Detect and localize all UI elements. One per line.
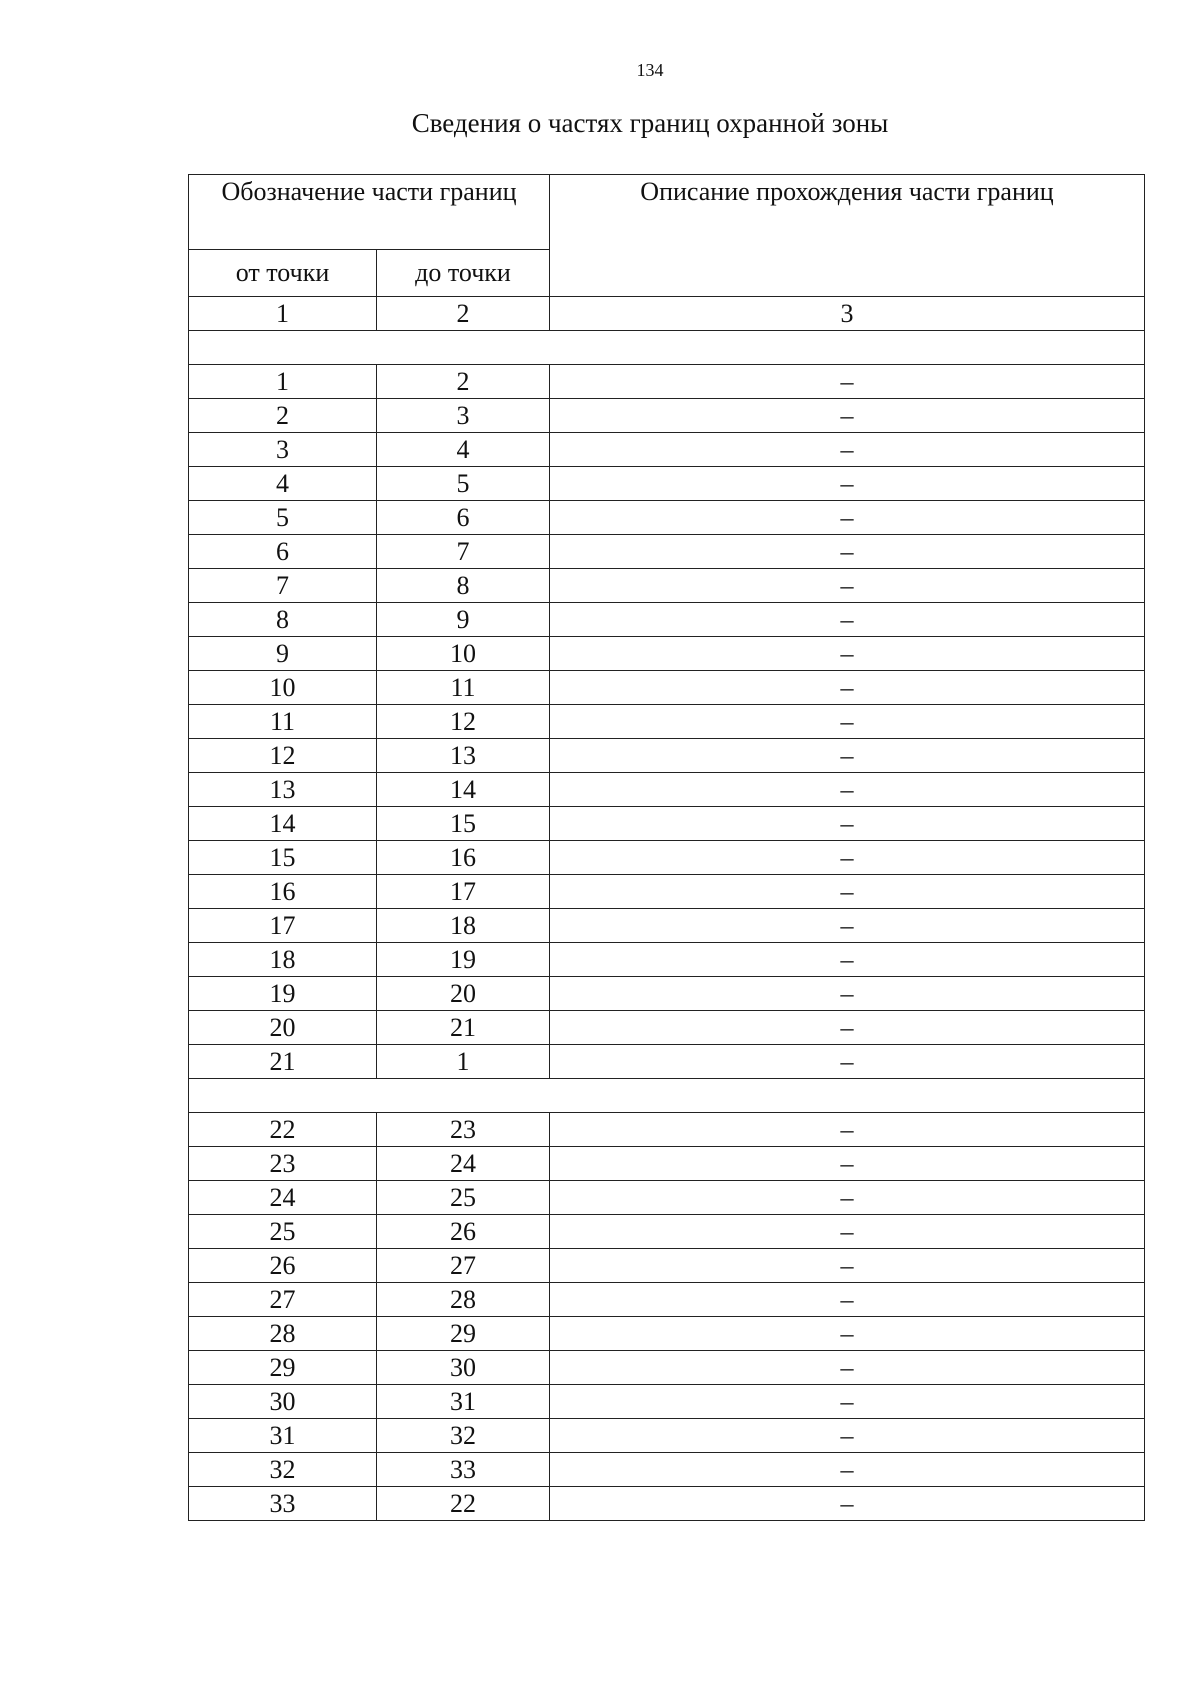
- column-number: 1: [189, 297, 377, 331]
- table-row: [189, 1453, 1145, 1487]
- description-cell: –: [550, 1045, 1145, 1079]
- description-cell: –: [550, 1011, 1145, 1045]
- to-point-cell: 28: [377, 1283, 550, 1317]
- from-point-cell: 30: [189, 1385, 377, 1419]
- from-point-cell: 5: [189, 501, 377, 535]
- from-point-cell: 4: [189, 467, 377, 501]
- from-point-cell: 9: [189, 637, 377, 671]
- from-point-cell: 18: [189, 943, 377, 977]
- from-point-cell: 29: [189, 1351, 377, 1385]
- to-point-cell: 26: [377, 1215, 550, 1249]
- from-point-cell: 21: [189, 1045, 377, 1079]
- description-cell: –: [550, 1317, 1145, 1351]
- to-point-cell: 1: [377, 1045, 550, 1079]
- from-point-cell: 13: [189, 773, 377, 807]
- table-row: [189, 807, 1145, 841]
- table-row: [189, 501, 1145, 535]
- to-point-cell: 20: [377, 977, 550, 1011]
- from-point-cell: 12: [189, 739, 377, 773]
- description-cell: –: [550, 535, 1145, 569]
- to-point-cell: 3: [377, 399, 550, 433]
- to-point-cell: 9: [377, 603, 550, 637]
- to-point-cell: 30: [377, 1351, 550, 1385]
- from-point-cell: 28: [189, 1317, 377, 1351]
- table-row: [189, 671, 1145, 705]
- table-row: [189, 943, 1145, 977]
- description-cell: –: [550, 1487, 1145, 1521]
- from-point-cell: 7: [189, 569, 377, 603]
- from-point-cell: 15: [189, 841, 377, 875]
- description-cell: –: [550, 671, 1145, 705]
- column-number: 2: [377, 297, 550, 331]
- to-point-cell: 16: [377, 841, 550, 875]
- to-point-cell: 29: [377, 1317, 550, 1351]
- table-row: [189, 1249, 1145, 1283]
- table-row: [189, 433, 1145, 467]
- table-row: [189, 1011, 1145, 1045]
- table-body: [189, 297, 1145, 1521]
- table-row: [189, 1181, 1145, 1215]
- description-cell: –: [550, 943, 1145, 977]
- from-point-cell: 26: [189, 1249, 377, 1283]
- description-cell: –: [550, 841, 1145, 875]
- to-point-cell: 13: [377, 739, 550, 773]
- to-point-cell: 25: [377, 1181, 550, 1215]
- description-cell: –: [550, 603, 1145, 637]
- from-point-cell: 8: [189, 603, 377, 637]
- table-row: [189, 705, 1145, 739]
- table-row: [189, 773, 1145, 807]
- description-header: Описание прохождения части границ: [550, 175, 1145, 297]
- from-point-cell: 3: [189, 433, 377, 467]
- table-row: [189, 1385, 1145, 1419]
- to-point-cell: 15: [377, 807, 550, 841]
- description-cell: –: [550, 807, 1145, 841]
- description-cell: –: [550, 739, 1145, 773]
- description-cell: –: [550, 1249, 1145, 1283]
- from-point-cell: 32: [189, 1453, 377, 1487]
- description-cell: –: [550, 875, 1145, 909]
- from-point-cell: 10: [189, 671, 377, 705]
- to-point-cell: 8: [377, 569, 550, 603]
- from-point-cell: 14: [189, 807, 377, 841]
- to-point-cell: 5: [377, 467, 550, 501]
- table-row: [189, 1283, 1145, 1317]
- boundary-parts-table: [188, 174, 1145, 1521]
- table-row: [189, 875, 1145, 909]
- description-cell: –: [550, 1419, 1145, 1453]
- from-point-header: от точки: [189, 250, 377, 297]
- from-point-cell: 31: [189, 1419, 377, 1453]
- table-row: [189, 1317, 1145, 1351]
- table-row: [189, 909, 1145, 943]
- column-numbers-row: [189, 297, 1145, 331]
- designation-header: Обозначение части границ: [189, 175, 550, 250]
- description-cell: –: [550, 1113, 1145, 1147]
- to-point-cell: 12: [377, 705, 550, 739]
- table-row: [189, 637, 1145, 671]
- to-point-cell: 14: [377, 773, 550, 807]
- table-row: [189, 399, 1145, 433]
- to-point-cell: 19: [377, 943, 550, 977]
- to-point-cell: 17: [377, 875, 550, 909]
- table-row: [189, 1419, 1145, 1453]
- from-point-cell: 17: [189, 909, 377, 943]
- from-point-cell: 1: [189, 365, 377, 399]
- from-point-cell: 6: [189, 535, 377, 569]
- table-row: [189, 535, 1145, 569]
- to-point-cell: 10: [377, 637, 550, 671]
- from-point-cell: 25: [189, 1215, 377, 1249]
- description-cell: –: [550, 399, 1145, 433]
- description-cell: –: [550, 637, 1145, 671]
- from-point-cell: 33: [189, 1487, 377, 1521]
- table-row: [189, 841, 1145, 875]
- table-row: [189, 977, 1145, 1011]
- description-cell: –: [550, 1215, 1145, 1249]
- description-cell: –: [550, 773, 1145, 807]
- description-cell: –: [550, 705, 1145, 739]
- table-row: [189, 1487, 1145, 1521]
- table-row: [189, 739, 1145, 773]
- to-point-cell: 7: [377, 535, 550, 569]
- table-row: [189, 365, 1145, 399]
- description-cell: –: [550, 1351, 1145, 1385]
- table-row: [189, 603, 1145, 637]
- to-point-cell: 24: [377, 1147, 550, 1181]
- from-point-cell: 20: [189, 1011, 377, 1045]
- section-row: [189, 1079, 1145, 1113]
- to-point-cell: 22: [377, 1487, 550, 1521]
- from-point-cell: 22: [189, 1113, 377, 1147]
- table-row: [189, 1113, 1145, 1147]
- description-cell: –: [550, 365, 1145, 399]
- to-point-cell: 31: [377, 1385, 550, 1419]
- description-cell: –: [550, 909, 1145, 943]
- table-row: [189, 1215, 1145, 1249]
- from-point-cell: 2: [189, 399, 377, 433]
- document-title: Сведения о частях границ охранной зоны: [411, 108, 889, 138]
- section-row: [189, 331, 1145, 365]
- to-point-cell: 27: [377, 1249, 550, 1283]
- table-row: [189, 467, 1145, 501]
- description-cell: –: [550, 569, 1145, 603]
- description-cell: –: [550, 1453, 1145, 1487]
- table-row: [189, 1351, 1145, 1385]
- page-number: 134: [636, 60, 664, 80]
- from-point-cell: 16: [189, 875, 377, 909]
- section-label: [189, 331, 1145, 365]
- to-point-cell: 23: [377, 1113, 550, 1147]
- description-cell: –: [550, 1147, 1145, 1181]
- to-point-cell: 32: [377, 1419, 550, 1453]
- to-point-cell: 2: [377, 365, 550, 399]
- description-cell: –: [550, 467, 1145, 501]
- to-point-cell: 18: [377, 909, 550, 943]
- table-row: [189, 1147, 1145, 1181]
- from-point-cell: 11: [189, 705, 377, 739]
- to-point-cell: 21: [377, 1011, 550, 1045]
- description-cell: –: [550, 1283, 1145, 1317]
- description-cell: –: [550, 501, 1145, 535]
- to-point-cell: 6: [377, 501, 550, 535]
- from-point-cell: 24: [189, 1181, 377, 1215]
- from-point-cell: 27: [189, 1283, 377, 1317]
- table-header: [189, 175, 1145, 297]
- table-row: [189, 1045, 1145, 1079]
- from-point-cell: 19: [189, 977, 377, 1011]
- description-cell: –: [550, 433, 1145, 467]
- to-point-cell: 4: [377, 433, 550, 467]
- description-cell: –: [550, 977, 1145, 1011]
- description-cell: –: [550, 1385, 1145, 1419]
- to-point-cell: 33: [377, 1453, 550, 1487]
- section-label: [189, 1079, 1145, 1113]
- from-point-cell: 23: [189, 1147, 377, 1181]
- table-row: [189, 569, 1145, 603]
- column-number: 3: [550, 297, 1145, 331]
- description-cell: –: [550, 1181, 1145, 1215]
- to-point-cell: 11: [377, 671, 550, 705]
- to-point-header: до точки: [377, 250, 550, 297]
